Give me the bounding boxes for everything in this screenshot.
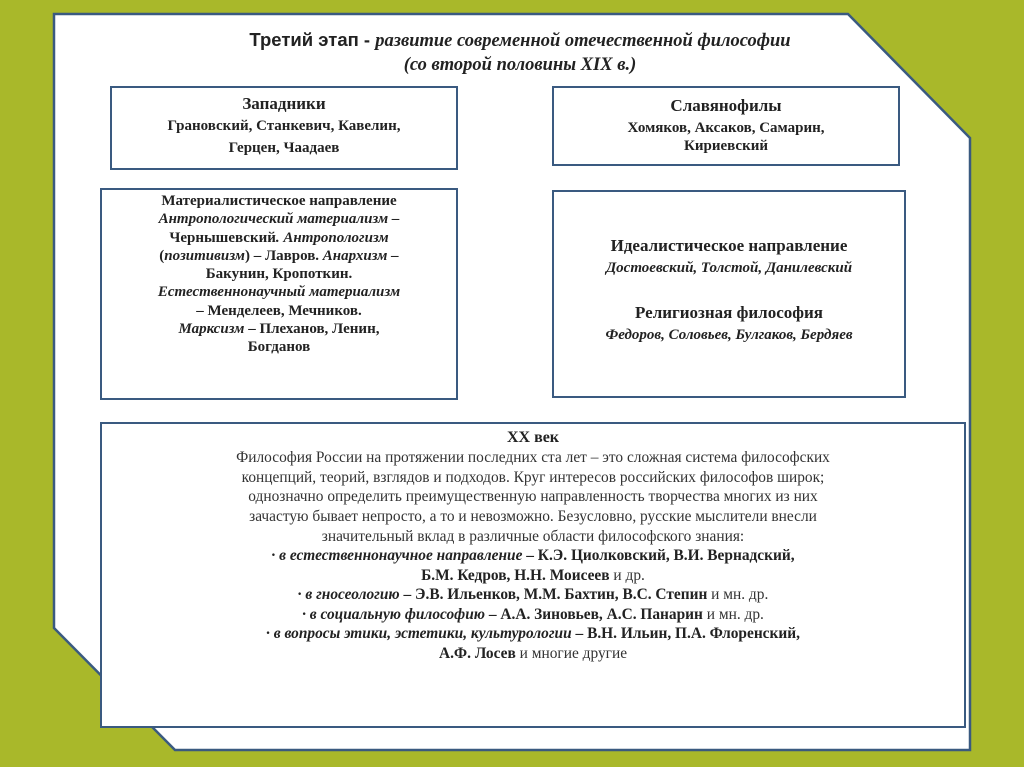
- idealist-religious-box: [552, 190, 906, 398]
- intro-line-1: Философия России на протяжении последних ста лет – это сложная система философских: [236, 449, 830, 467]
- intro-line-4: зачастую бывает непросто, а то и невозможно. Безусловно, русские мыслители внесли: [249, 508, 817, 525]
- marxists: – Плеханов, Ленин,: [244, 321, 380, 338]
- title-lead: Третий этап -: [249, 29, 376, 50]
- natural-science-materialism: Естественнонаучный материализм: [157, 284, 401, 301]
- idealist-heading: Идеалистическое направление: [610, 236, 848, 255]
- westerners-heading: Западники: [242, 94, 326, 113]
- slavophiles-names-1: Хомяков, Аксаков, Самарин,: [627, 119, 825, 136]
- title-period: (со второй половины XIX в.): [403, 55, 637, 76]
- slide-title: [140, 28, 900, 77]
- lavrov: ) – Лавров.: [244, 247, 320, 264]
- intro-line-3: однозначно определить преимущественную направленность творчества многих из них: [248, 488, 818, 506]
- list-item-ethics-cont: А.Ф. Лосев и многие другие: [438, 644, 628, 662]
- chernyshevsky: Чернышевский: [169, 229, 276, 246]
- title-subject: развитие современной отечественной философии: [375, 31, 791, 51]
- slavophiles-box: [552, 86, 900, 166]
- westerners-box: [110, 86, 458, 170]
- positivism: позитивизм: [164, 247, 245, 264]
- anthropologism: . Антропологизм: [275, 229, 389, 246]
- intro-line-5: значительный вклад в различные области философского знания:: [321, 527, 745, 545]
- religious-names: Федоров, Соловьев, Булгаков, Бердяев: [605, 326, 853, 343]
- materialist-box: Материалистическое направление Антропологический материализм – Чернышевский. Антропологизм (позитивизм) – Лавров. Анархизм – Бакунин, Кропоткин. Естественнонаучный материализм – Менделеев, Мечников. Марксизм – Плеханов, Ленин, Богданов: [100, 188, 458, 400]
- slavophiles-names-2: Кириевский: [683, 138, 769, 155]
- westerners-names-2: Герцен, Чаадаев: [228, 140, 340, 157]
- list-item-natural-science-cont: Б.М. Кедров, Н.Н. Моисеев и др.: [421, 566, 645, 584]
- slavophiles-heading: Славянофилы: [670, 96, 782, 115]
- list-item-social-philosophy: · в социальную философию – А.А. Зиновьев, А.С. Панарин и мн. др.: [302, 605, 764, 623]
- intro-line-2: концепций, теорий, взглядов и подходов. Круг интересов российских философов широк;: [241, 468, 825, 486]
- list-item-natural-science: · в естественнонаучное направление – К.Э. Циолковский, В.И. Вернадский,: [271, 547, 795, 565]
- twentieth-century-box: [100, 422, 966, 728]
- bogdanov: Богданов: [247, 339, 311, 356]
- marxism: Марксизм: [178, 321, 245, 338]
- westerners-names-1: Грановский, Станкевич, Кавелин,: [167, 117, 401, 134]
- list-item-epistemology: · в гносеологию – Э.В. Ильенков, М.М. Бахтин, В.С. Степин и мн. др.: [297, 586, 769, 604]
- idealist-names: Достоевский, Толстой, Данилевский: [605, 259, 853, 276]
- twentieth-heading: XX век: [506, 429, 560, 446]
- anarchism: Анархизм –: [319, 247, 399, 264]
- religious-heading: Религиозная философия: [634, 303, 824, 323]
- bakunin-kropotkin: Бакунин, Кропоткин.: [205, 266, 353, 283]
- materialist-heading: Материалистическое направление: [161, 193, 397, 209]
- mendeleev-mechnikov: – Менделеев, Мечников.: [196, 302, 362, 319]
- list-item-ethics: · в вопросы этики, эстетики, культурологии – В.Н. Ильин, П.А. Флоренский,: [266, 625, 800, 643]
- anthropological-materialism: Антропологический материализм –: [158, 211, 400, 228]
